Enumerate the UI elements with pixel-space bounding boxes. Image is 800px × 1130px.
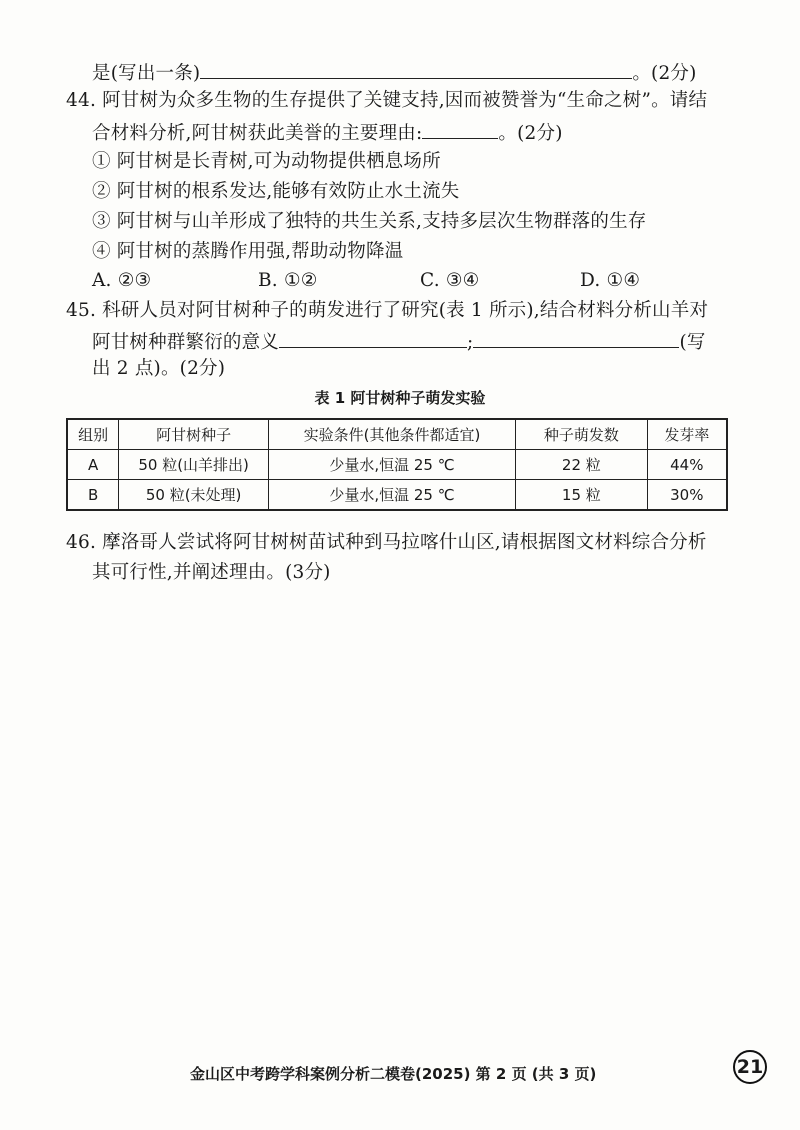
q44-option-a[interactable]: A. ②③ <box>92 270 152 291</box>
page-footer: 金山区中考跨学科案例分析二模卷(2025) 第 2 页 (共 3 页) <box>190 1065 597 1083</box>
q43-prefix: 是(写出一条) <box>92 63 201 84</box>
table-header-row <box>67 419 727 450</box>
germination-table <box>66 418 728 511</box>
q44-option-c[interactable]: C. ③④ <box>420 270 480 291</box>
table-cell: B <box>67 480 119 511</box>
q44-answer-blank[interactable] <box>422 118 498 139</box>
q44-stem-line1: 44. 阿甘树为众多生物的生存提供了关键支持,因而被赞誉为“生命之树”。请结 <box>66 90 708 111</box>
q45-answer-blank-2[interactable] <box>473 327 679 348</box>
q46-stem-line2: 其可行性,并阐述理由。(3分) <box>92 562 331 583</box>
q44-statement-1: ① 阿甘树是长青树,可为动物提供栖息场所 <box>92 151 441 172</box>
q46-answer-area[interactable] <box>66 600 728 1030</box>
table-cell: A <box>67 450 119 480</box>
table-cell: 44% <box>647 450 727 480</box>
table-cell: 50 粒(山羊排出) <box>119 450 269 480</box>
table-cell: 30% <box>647 480 727 511</box>
table-header-cell: 阿甘树种子 <box>119 419 269 450</box>
q45-stem-line2 <box>92 327 706 356</box>
q43-answer-blank[interactable] <box>200 58 632 79</box>
q43-suffix: 。(2分) <box>632 63 697 84</box>
q44-statement-2: ② 阿甘树的根系发达,能够有效防止水土流失 <box>92 181 460 202</box>
q44-stem-line2 <box>92 118 563 147</box>
table-header-cell: 种子萌发数 <box>516 419 648 450</box>
table-caption: 表 1 阿甘树种子萌发实验 <box>314 389 486 407</box>
q45-stem-line1: 45. 科研人员对阿甘树种子的萌发进行了研究(表 1 所示),结合材料分析山羊对 <box>66 300 709 321</box>
q44-option-d[interactable]: D. ①④ <box>580 270 641 291</box>
table-header-cell: 发芽率 <box>647 419 727 450</box>
table-row <box>67 480 727 511</box>
table-cell: 15 粒 <box>516 480 648 511</box>
q44-line2-prefix: 合材料分析,阿甘树获此美誉的主要理由: <box>92 123 423 144</box>
q45-line2-prefix: 阿甘树种群繁衍的意义 <box>92 332 280 353</box>
page-badge: 21 <box>733 1050 767 1084</box>
q43-answer-line <box>92 58 697 87</box>
q44-option-b[interactable]: B. ①② <box>258 270 318 291</box>
table-header-cell: 组别 <box>67 419 119 450</box>
table-cell: 22 粒 <box>516 450 648 480</box>
q44-statement-4: ④ 阿甘树的蒸腾作用强,帮助动物降温 <box>92 241 404 262</box>
q44-line2-suffix: 。(2分) <box>498 123 563 144</box>
table-cell: 50 粒(未处理) <box>119 480 269 511</box>
table-cell: 少量水,恒温 25 ℃ <box>268 450 515 480</box>
q45-answer-blank-1[interactable] <box>279 327 467 348</box>
table-header-cell: 实验条件(其他条件都适宜) <box>268 419 515 450</box>
q45-line2-suffix: (写 <box>679 332 706 353</box>
table-row <box>67 450 727 480</box>
q44-statement-3: ③ 阿甘树与山羊形成了独特的共生关系,支持多层次生物群落的生存 <box>92 211 647 232</box>
table-cell: 少量水,恒温 25 ℃ <box>268 480 515 511</box>
q45-stem-line3: 出 2 点)。(2分) <box>92 358 226 379</box>
q46-stem-line1: 46. 摩洛哥人尝试将阿甘树树苗试种到马拉喀什山区,请根据图文材料综合分析 <box>66 532 707 553</box>
q45-separator: ; <box>467 332 474 353</box>
